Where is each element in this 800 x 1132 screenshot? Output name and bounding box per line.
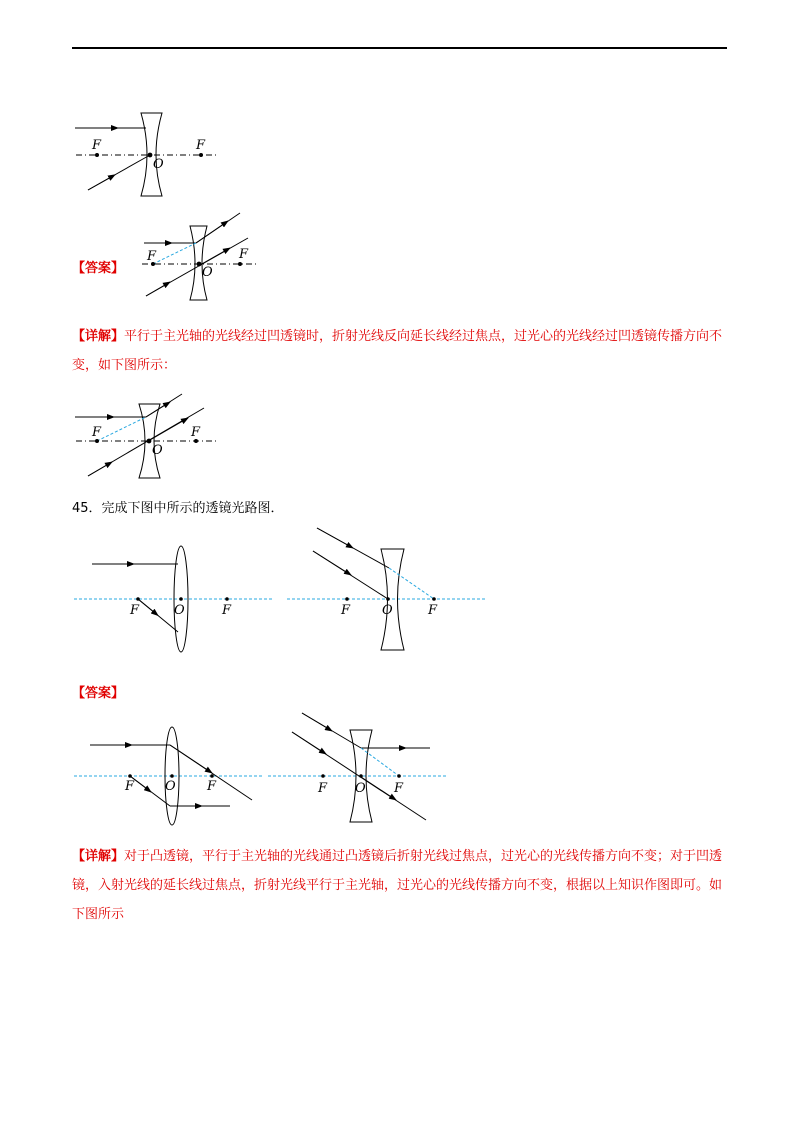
detail-tag-45: 【详解】 <box>72 849 125 864</box>
center-label: O <box>202 265 213 280</box>
answer-tag-45: 【答案】 <box>72 686 125 701</box>
detail-text-45: 对于凸透镜，平行于主光轴的光线通过凸透镜后折射光线过焦点，过光心的光线传播方向不变；对于凹透镜，入射光线的延长线过焦点，折射光线平行于主光轴，过光心的光线传播方向不变，根据以上知识作图即可。如下图所示 <box>72 849 723 922</box>
focus-label-left: F <box>125 779 135 794</box>
figure-convex-question <box>72 540 277 655</box>
detail-tag: 【详解】 <box>72 329 125 344</box>
focus-label-right: F <box>239 247 249 262</box>
focus-label-right: F <box>428 603 438 618</box>
detail-text: 平行于主光轴的光线经过凹透镜时，折射光线反向延长线经过焦点，过光心的光线经过凹透镜传播方向不变，如下图所示： <box>72 329 723 373</box>
figure-concave-question-45 <box>285 522 490 657</box>
focus-label-right: F <box>207 779 217 794</box>
detail-paragraph-q45 <box>72 842 732 929</box>
question-text: 完成下图中所示的透镜光路图． <box>101 501 284 516</box>
figure-concave-answer <box>140 208 270 304</box>
focus-label-right: F <box>191 425 201 440</box>
focus-label-left: F <box>318 781 328 796</box>
focus-label-left: F <box>92 425 102 440</box>
center-label: O <box>152 443 163 458</box>
answer-tag: 【答案】 <box>72 261 125 276</box>
focus-label-right: F <box>222 603 232 618</box>
detail-paragraph-q44 <box>72 322 732 380</box>
center-label: O <box>174 603 185 618</box>
header-rule <box>72 47 727 49</box>
focus-label-right: F <box>394 781 404 796</box>
figure-concave-answer-45 <box>266 708 456 824</box>
focus-label-left: F <box>92 138 102 153</box>
focus-label-left: F <box>147 249 157 264</box>
center-label: O <box>165 779 176 794</box>
focus-label-right: F <box>196 138 206 153</box>
center-label: O <box>382 603 393 618</box>
center-label: O <box>153 157 164 172</box>
focus-label-left: F <box>341 603 351 618</box>
question-number: 45． <box>72 501 102 516</box>
focus-label-left: F <box>130 603 140 618</box>
center-label: O <box>355 781 366 796</box>
figure-concave-question <box>70 108 230 204</box>
figure-concave-solution <box>70 398 230 486</box>
figure-convex-answer <box>72 722 267 827</box>
question-45 <box>72 498 284 520</box>
